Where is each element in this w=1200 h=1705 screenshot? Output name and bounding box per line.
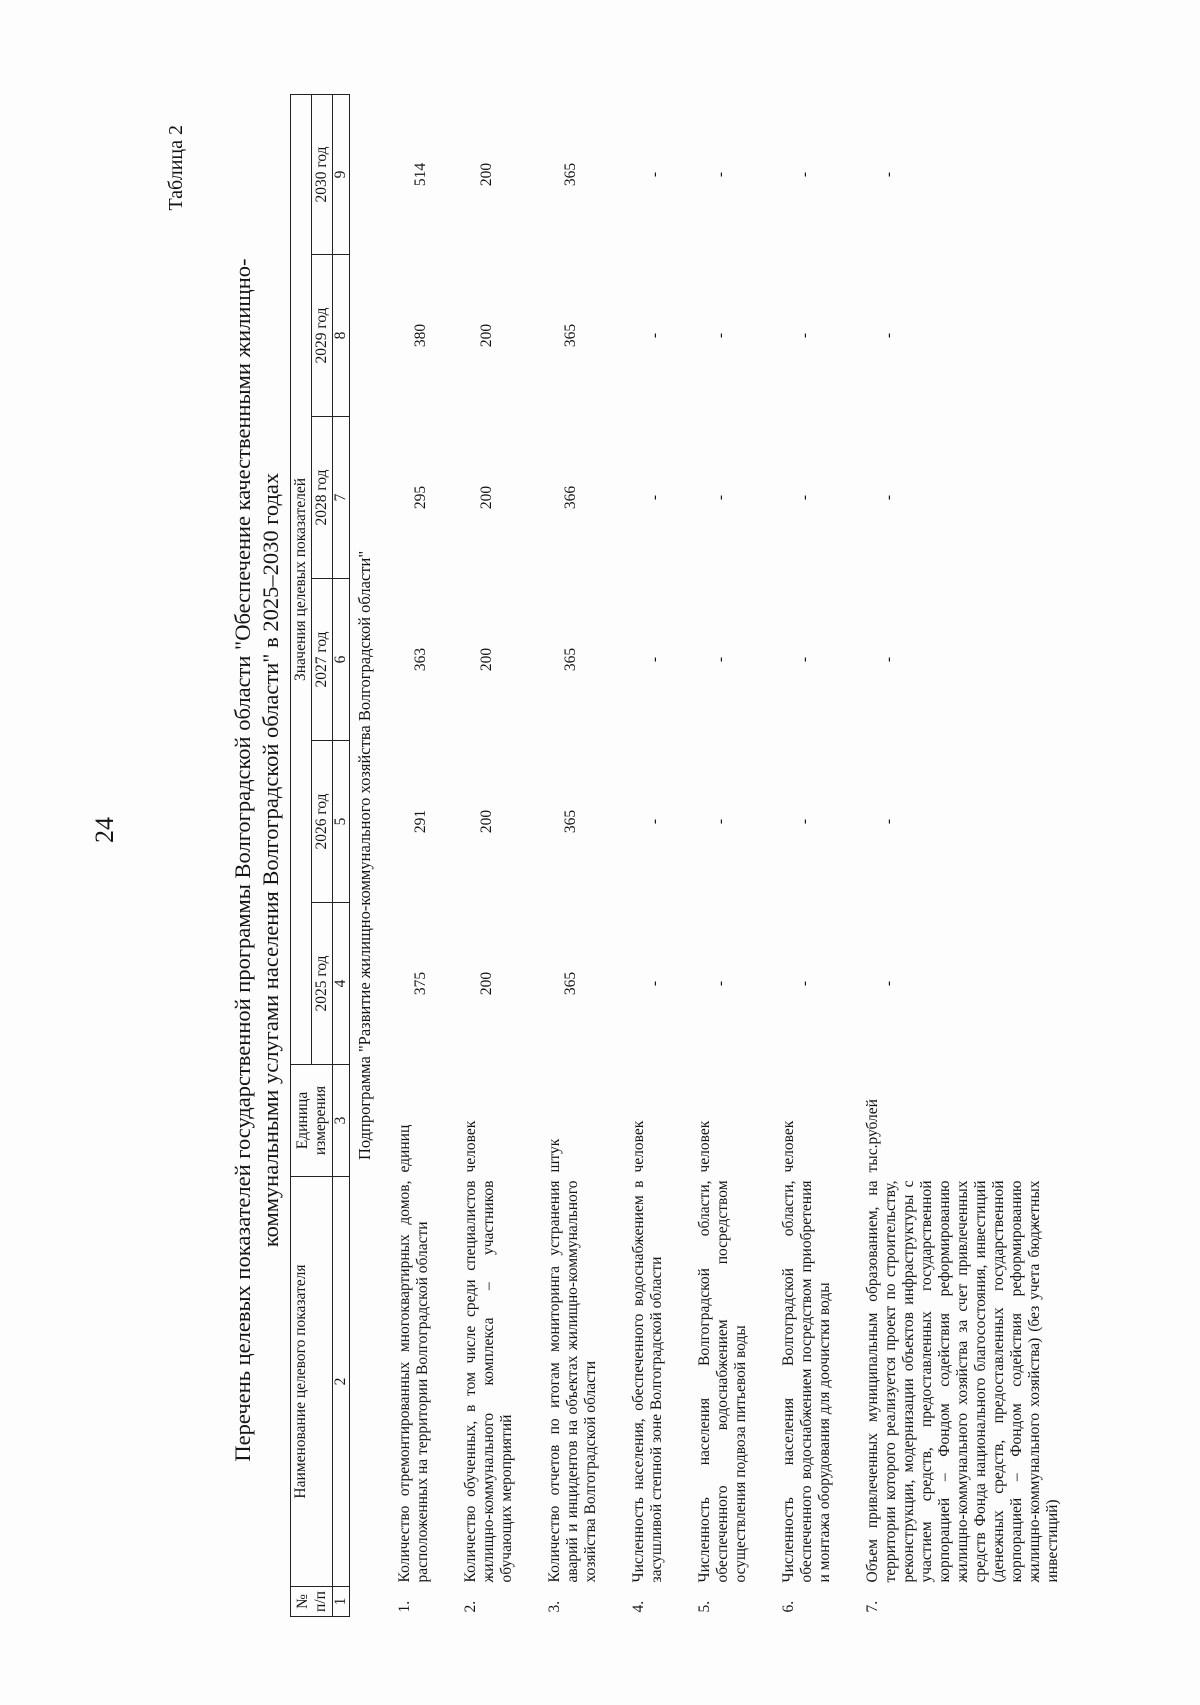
table-body (350, 94, 1085, 1616)
column-number: 8 (333, 255, 350, 417)
indicator-value: 200 (478, 971, 495, 996)
table-row (856, 94, 1084, 1616)
row-number: 1. (396, 1600, 413, 1613)
row-number: 7. (864, 1600, 881, 1613)
table-row (454, 94, 538, 1616)
column-number: 5 (333, 741, 350, 903)
indicator-value: 365 (562, 323, 579, 348)
indicator-value: - (880, 656, 897, 663)
header-year: 2025 год (312, 903, 333, 1065)
indicator-name: Количество отчетов по итогам мониторинга устранения аварий и инцидентов на объектах жилищно-коммунального хозяйства Волгоградской области (546, 1180, 599, 1583)
header-year: 2030 год (312, 94, 333, 254)
indicator-value: 365 (562, 971, 579, 996)
unit-of-measure: человек (462, 1120, 479, 1173)
column-number: 2 (333, 1177, 350, 1587)
indicator-value: - (646, 494, 663, 501)
indicator-value: 200 (478, 809, 495, 834)
indicator-value: - (712, 818, 729, 825)
indicator-value: - (712, 980, 729, 987)
indicator-value: - (796, 980, 813, 987)
indicator-value: - (712, 171, 729, 178)
rotated-page-content (165, 95, 1200, 1625)
table-row (622, 94, 688, 1616)
indicator-value: - (712, 332, 729, 339)
indicator-value: 365 (562, 647, 579, 672)
indicator-value: - (712, 494, 729, 501)
table-caption: Таблица 2 (165, 125, 187, 211)
unit-of-measure: человек (780, 1120, 797, 1173)
indicator-name: Численность населения Волгоградской области, обеспеченного водоснабжением посредством осуществления подвоза питьевой воды (696, 1180, 749, 1583)
row-number: 5. (696, 1600, 713, 1613)
title-line-1: Перечень целевых показателей государственной программы Волгоградской области "Обеспечение качественными жилищно- (230, 258, 255, 1462)
indicator-value: 200 (478, 323, 495, 348)
column-number: 9 (333, 94, 350, 254)
indicator-value: - (712, 656, 729, 663)
indicator-value: - (796, 332, 813, 339)
subprogram-row (350, 94, 389, 1616)
indicator-value: 200 (478, 485, 495, 510)
header-num: № п/п (291, 1587, 333, 1617)
indicator-value: - (646, 332, 663, 339)
column-number: 1 (333, 1587, 350, 1617)
unit-of-measure: единиц (396, 1124, 413, 1173)
header-unit: Единица измерения (291, 1065, 333, 1177)
indicator-value: - (646, 818, 663, 825)
unit-of-measure: человек (630, 1120, 647, 1173)
indicator-value: - (796, 818, 813, 825)
indicator-value: 295 (412, 485, 429, 510)
row-number: 6. (780, 1600, 797, 1613)
header-year: 2027 год (312, 579, 333, 741)
header-values-group: Значения целевых показателей (291, 94, 312, 1064)
indicator-value: - (880, 171, 897, 178)
indicator-value: - (880, 332, 897, 339)
unit-of-measure: человек (696, 1120, 713, 1173)
row-number: 2. (462, 1600, 479, 1613)
indicators-table (290, 94, 1084, 1617)
unit-of-measure: тыс.рублей (864, 1099, 881, 1173)
column-number: 7 (333, 417, 350, 579)
title-line-2: коммунальными услугами населения Волгоградской области" в 2025–2030 годах (258, 472, 283, 1248)
page-number: 24 (90, 817, 119, 843)
indicator-value: - (880, 980, 897, 987)
indicator-value: - (880, 494, 897, 501)
document-title (229, 95, 285, 1625)
header-name: Наименование целевого показателя (291, 1177, 333, 1587)
indicator-name: Численность населения Волгоградской области, обеспеченного водоснабжением посредством приобретения и монтажа оборудования для доочистки воды (780, 1180, 833, 1583)
indicator-name: Численность населения, обеспеченного водоснабжением в засушливой степной зоне Волгоградской области (630, 1180, 665, 1583)
indicator-value: 200 (478, 647, 495, 672)
indicator-value: 363 (412, 647, 429, 672)
indicator-value: 380 (412, 323, 429, 348)
indicator-value: - (796, 494, 813, 501)
unit-of-measure: штук (546, 1138, 563, 1173)
indicator-value: 366 (562, 485, 579, 510)
table-row (388, 94, 454, 1616)
indicator-value: - (880, 818, 897, 825)
indicator-value: - (796, 656, 813, 663)
column-number: 3 (333, 1065, 350, 1177)
indicator-value: 375 (412, 971, 429, 996)
indicator-value: - (796, 171, 813, 178)
indicator-value: 291 (412, 809, 429, 834)
indicator-value: 365 (562, 809, 579, 834)
header-year: 2029 год (312, 255, 333, 417)
indicator-value: 514 (412, 162, 429, 187)
indicator-value: - (646, 171, 663, 178)
header-year: 2028 год (312, 417, 333, 579)
subprogram-title: Подпрограмма "Развитие жилищно-коммунального хозяйства Волгоградской области" (355, 550, 374, 1161)
indicator-value: - (646, 980, 663, 987)
indicator-name: Объем привлеченных муниципальным образованием, на территории которого реализуется проект по строительству, реконструкции, модернизации объектов инфраструктуры с участием средств, предоставленных государственной корпорацией – Фондом содействия реформированию жилищно-коммунального хозяйства за счет привлеченных средств Фонда национального благосостояния, инвестиций (денежных средств, предоставленных государственной корпорацией – Фондом содействия реформированию жилищно-коммунального хозяйства) (без учета бюджетных инвестиций) (864, 1180, 1061, 1583)
table-row (538, 94, 622, 1616)
table-row (688, 94, 772, 1616)
table-row (772, 94, 856, 1616)
indicator-name: Количество отремонтированных многоквартирных домов, расположенных на территории Волгоградской области (396, 1180, 431, 1583)
column-number: 6 (333, 579, 350, 741)
indicator-value: 365 (562, 162, 579, 187)
row-number: 3. (546, 1600, 563, 1613)
indicator-value: - (646, 656, 663, 663)
header-year: 2026 год (312, 741, 333, 903)
indicator-name: Количество обученных, в том числе среди специалистов жилищно-коммунального комплекса – участников обучающих мероприятий (462, 1180, 515, 1583)
indicator-value: 200 (478, 162, 495, 187)
row-number: 4. (630, 1600, 647, 1613)
column-number: 4 (333, 903, 350, 1065)
